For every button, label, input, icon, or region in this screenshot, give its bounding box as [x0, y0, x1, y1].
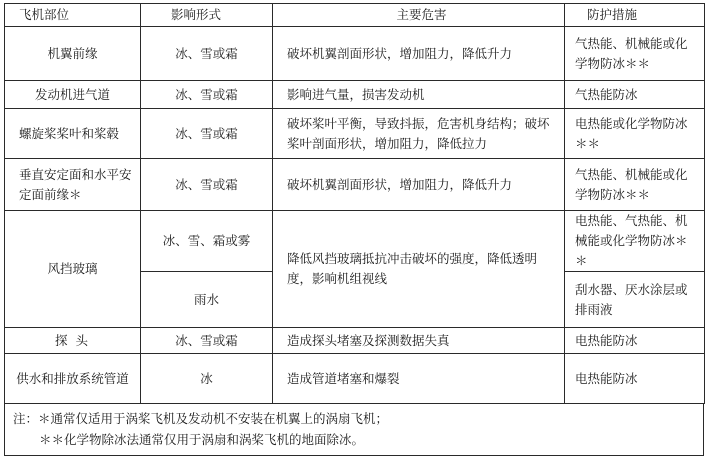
- table-footnotes: [4, 404, 704, 456]
- cell-part: 风挡玻璃: [5, 211, 141, 328]
- cell-part: 机翼前缘: [5, 27, 141, 81]
- cell-effect: 冰、雪或霜: [141, 81, 273, 109]
- cell-effect: 冰、雪或霜: [141, 27, 273, 81]
- cell-protection-secondary: 刮水器、厌水涂层或排雨液: [565, 272, 705, 328]
- icing-protection-table: [4, 3, 705, 404]
- cell-protection: 电热能防冰: [565, 328, 705, 354]
- cell-hazard: 影响进气量，损害发动机: [273, 81, 565, 109]
- cell-hazard: 破坏机翼剖面形状，增加阻力，降低升力: [273, 27, 565, 81]
- footnote-2: [13, 429, 693, 450]
- table-row: [5, 211, 705, 272]
- cell-effect: 冰、雪或霜: [141, 328, 273, 354]
- table-row: [5, 159, 705, 211]
- cell-part: 发动机进气道: [5, 81, 141, 109]
- header-effect: 影响形式: [141, 4, 273, 27]
- footnote-1-text: ＊通常仅适用于涡桨飞机及发动机不安装在机翼上的涡扇飞机；: [38, 411, 389, 426]
- cell-hazard: 破坏桨叶平衡，导致抖振，危害机身结构；破坏桨叶剖面形状，增加阻力，降低拉力: [273, 109, 565, 159]
- cell-hazard: 造成探头堵塞及探测数据失真: [273, 328, 565, 354]
- header-hazard: 主要危害: [273, 4, 565, 27]
- table-row: [5, 27, 705, 81]
- cell-protection: 电热能或化学物防冰＊＊: [565, 109, 705, 159]
- footnote-1: [13, 408, 693, 429]
- table-row: [5, 354, 705, 404]
- header-protection: 防护措施: [565, 4, 705, 27]
- header-part: 飞机部位: [5, 4, 141, 27]
- cell-hazard: 破坏机翼剖面形状，增加阻力，降低升力: [273, 159, 565, 211]
- cell-protection: 气热能防冰: [565, 81, 705, 109]
- cell-part: 垂直安定面和水平安定面前缘＊: [5, 159, 141, 211]
- cell-part: 螺旋桨桨叶和桨毂: [5, 109, 141, 159]
- table-row: [5, 81, 705, 109]
- cell-hazard: 造成管道堵塞和爆裂: [273, 354, 565, 404]
- cell-protection: 电热能、气热能、机械能或化学物防冰＊＊: [565, 211, 705, 272]
- cell-hazard: 降低风挡玻璃抵抗冲击破坏的强度，降低透明度，影响机组视线: [273, 211, 565, 328]
- cell-effect-secondary: 雨水: [141, 272, 273, 328]
- table-row: [5, 328, 705, 354]
- cell-effect: 冰: [141, 354, 273, 404]
- cell-effect: 冰、雪或霜: [141, 109, 273, 159]
- table-header-row: [5, 4, 705, 27]
- cell-protection: 气热能、机械能或化学物防冰＊＊: [565, 159, 705, 211]
- cell-part: 供水和排放系统管道: [5, 354, 141, 404]
- icing-protection-table-container: [4, 3, 704, 456]
- footnote-2-text: ＊＊化学物除冰法通常仅用于涡扇和涡桨飞机的地面除冰。: [39, 432, 365, 447]
- cell-effect: 冰、雪或霜: [141, 159, 273, 211]
- cell-protection: 气热能、机械能或化学物防冰＊＊: [565, 27, 705, 81]
- table-row: [5, 109, 705, 159]
- footnote-prefix: 注：: [13, 411, 39, 426]
- cell-part: 探 头: [5, 328, 141, 354]
- cell-effect: 冰、雪、霜或雾: [141, 211, 273, 272]
- cell-protection: 电热能防冰: [565, 354, 705, 404]
